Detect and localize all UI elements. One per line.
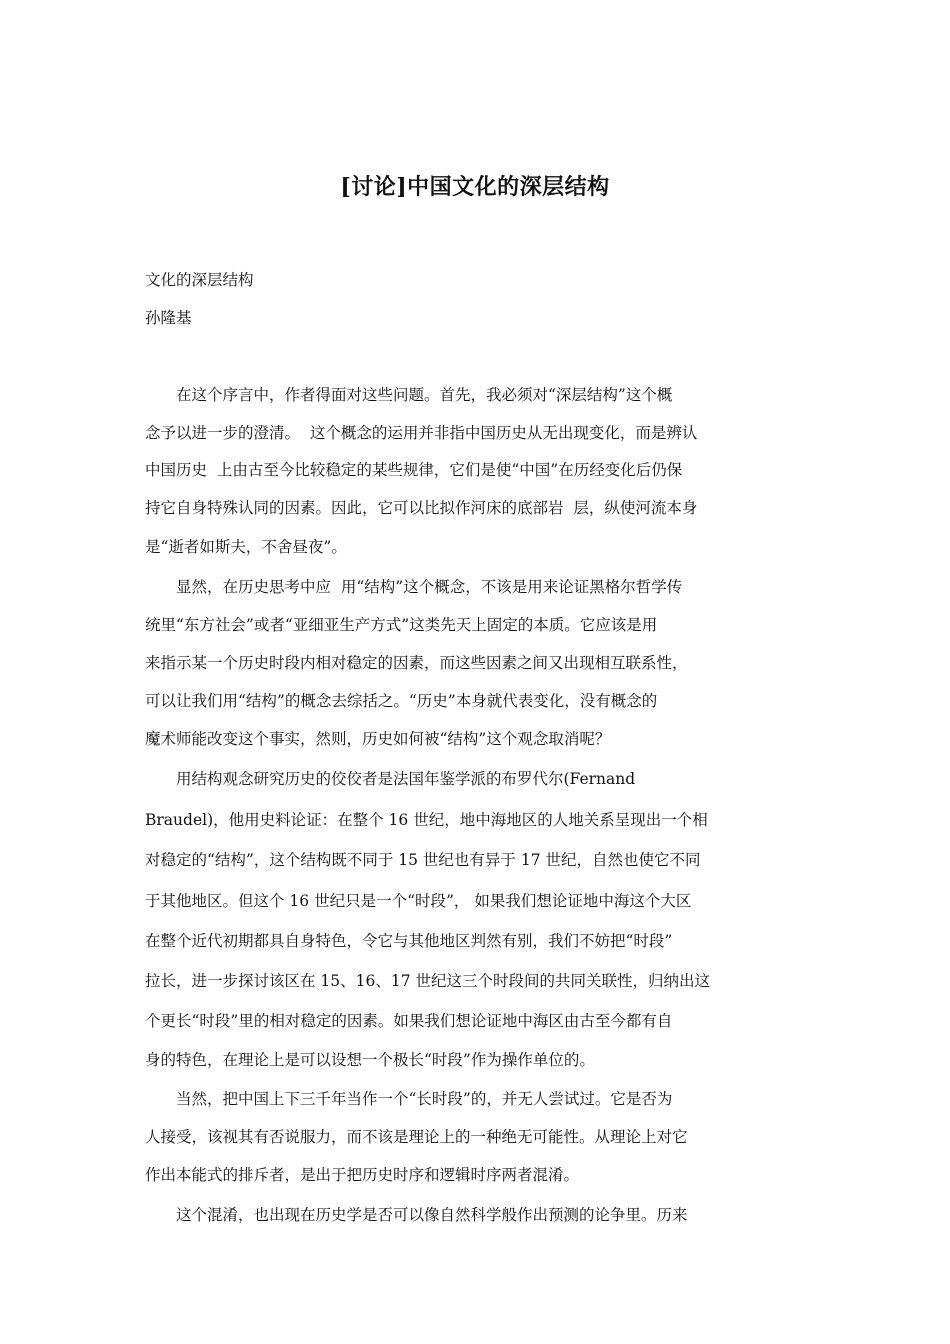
body-line: 于其他地区。但这个 16 世纪只是一个“时段”， 如果我们想论证地中海这个大区 xyxy=(145,892,692,910)
body-line: Braudel)，他用史料论证：在整个 16 世纪，地中海地区的人地关系呈现出一个相 xyxy=(145,811,708,829)
body-line: 中国历史 上由古至今比较稳定的某些规律，它们是使“中国”在历经变化后仍保 xyxy=(145,461,683,479)
document-author: 孙隆基 xyxy=(145,309,192,327)
body-line: 持它自身特殊认同的因素。因此，它可以比拟作河床的底部岩 层，纵使河流本身 xyxy=(145,499,698,517)
body-line: 用结构观念研究历史的佼佼者是法国年鉴学派的布罗代尔(Fernand xyxy=(145,770,636,788)
body-line: 是“逝者如斯夫，不舍昼夜”。 xyxy=(145,538,347,556)
body-line: 统里“东方社会”或者“亚细亚生产方式”这类先天上固定的本质。它应该是用 xyxy=(145,616,658,634)
body-line: 个更长“时段”里的相对稳定的因素。如果我们想论证地中海区由古至今都有自 xyxy=(145,1012,673,1030)
body-line: 对稳定的“结构”，这个结构既不同于 15 世纪也有异于 17 世纪，自然也使它不同 xyxy=(145,851,701,869)
body-line: 在这个序言中，作者得面对这些问题。首先，我必须对“深层结构”这个概 xyxy=(145,386,673,404)
body-line: 这个混淆，也出现在历史学是否可以像自然科学般作出预测的论争里。历来 xyxy=(145,1206,688,1224)
body-line: 显然，在历史思考中应 用“结构”这个概念，不该是用来论证黑格尔哲学传 xyxy=(145,578,683,596)
document-subtitle: 文化的深层结构 xyxy=(145,271,254,289)
body-line: 魔术师能改变这个事实，然则，历史如何被“结构”这个观念取消呢？ xyxy=(145,730,611,748)
document-title: [讨论]中国文化的深层结构 xyxy=(340,174,610,200)
body-line: 身的特色，在理论上是可以设想一个极长“时段”作为操作单位的。 xyxy=(145,1051,595,1069)
body-line: 念予以进一步的澄清。 这个概念的运用并非指中国历史从无出现变化，而是辨认 xyxy=(145,424,698,442)
body-line: 人接受，该视其有否说服力，而不该是理论上的一种绝无可能性。从理论上对它 xyxy=(145,1128,688,1146)
body-line: 来指示某一个历史时段内相对稳定的因素，而这些因素之间又出现相互联系性， xyxy=(145,654,688,672)
body-line: 拉长，进一步探讨该区在 15、16、17 世纪这三个时段间的共同关联性，归纳出这 xyxy=(145,972,711,990)
body-line: 可以让我们用“结构”的概念去综括之。“历史”本身就代表变化，没有概念的 xyxy=(145,692,658,710)
body-line: 在整个近代初期都具自身特色，令它与其他地区判然有别，我们不妨把“时段” xyxy=(145,932,673,950)
body-line: 作出本能式的排斥者，是出于把历史时序和逻辑时序两者混淆。 xyxy=(145,1166,580,1184)
body-line: 当然，把中国上下三千年当作一个“长时段”的，并无人尝试过。它是否为 xyxy=(145,1090,673,1108)
